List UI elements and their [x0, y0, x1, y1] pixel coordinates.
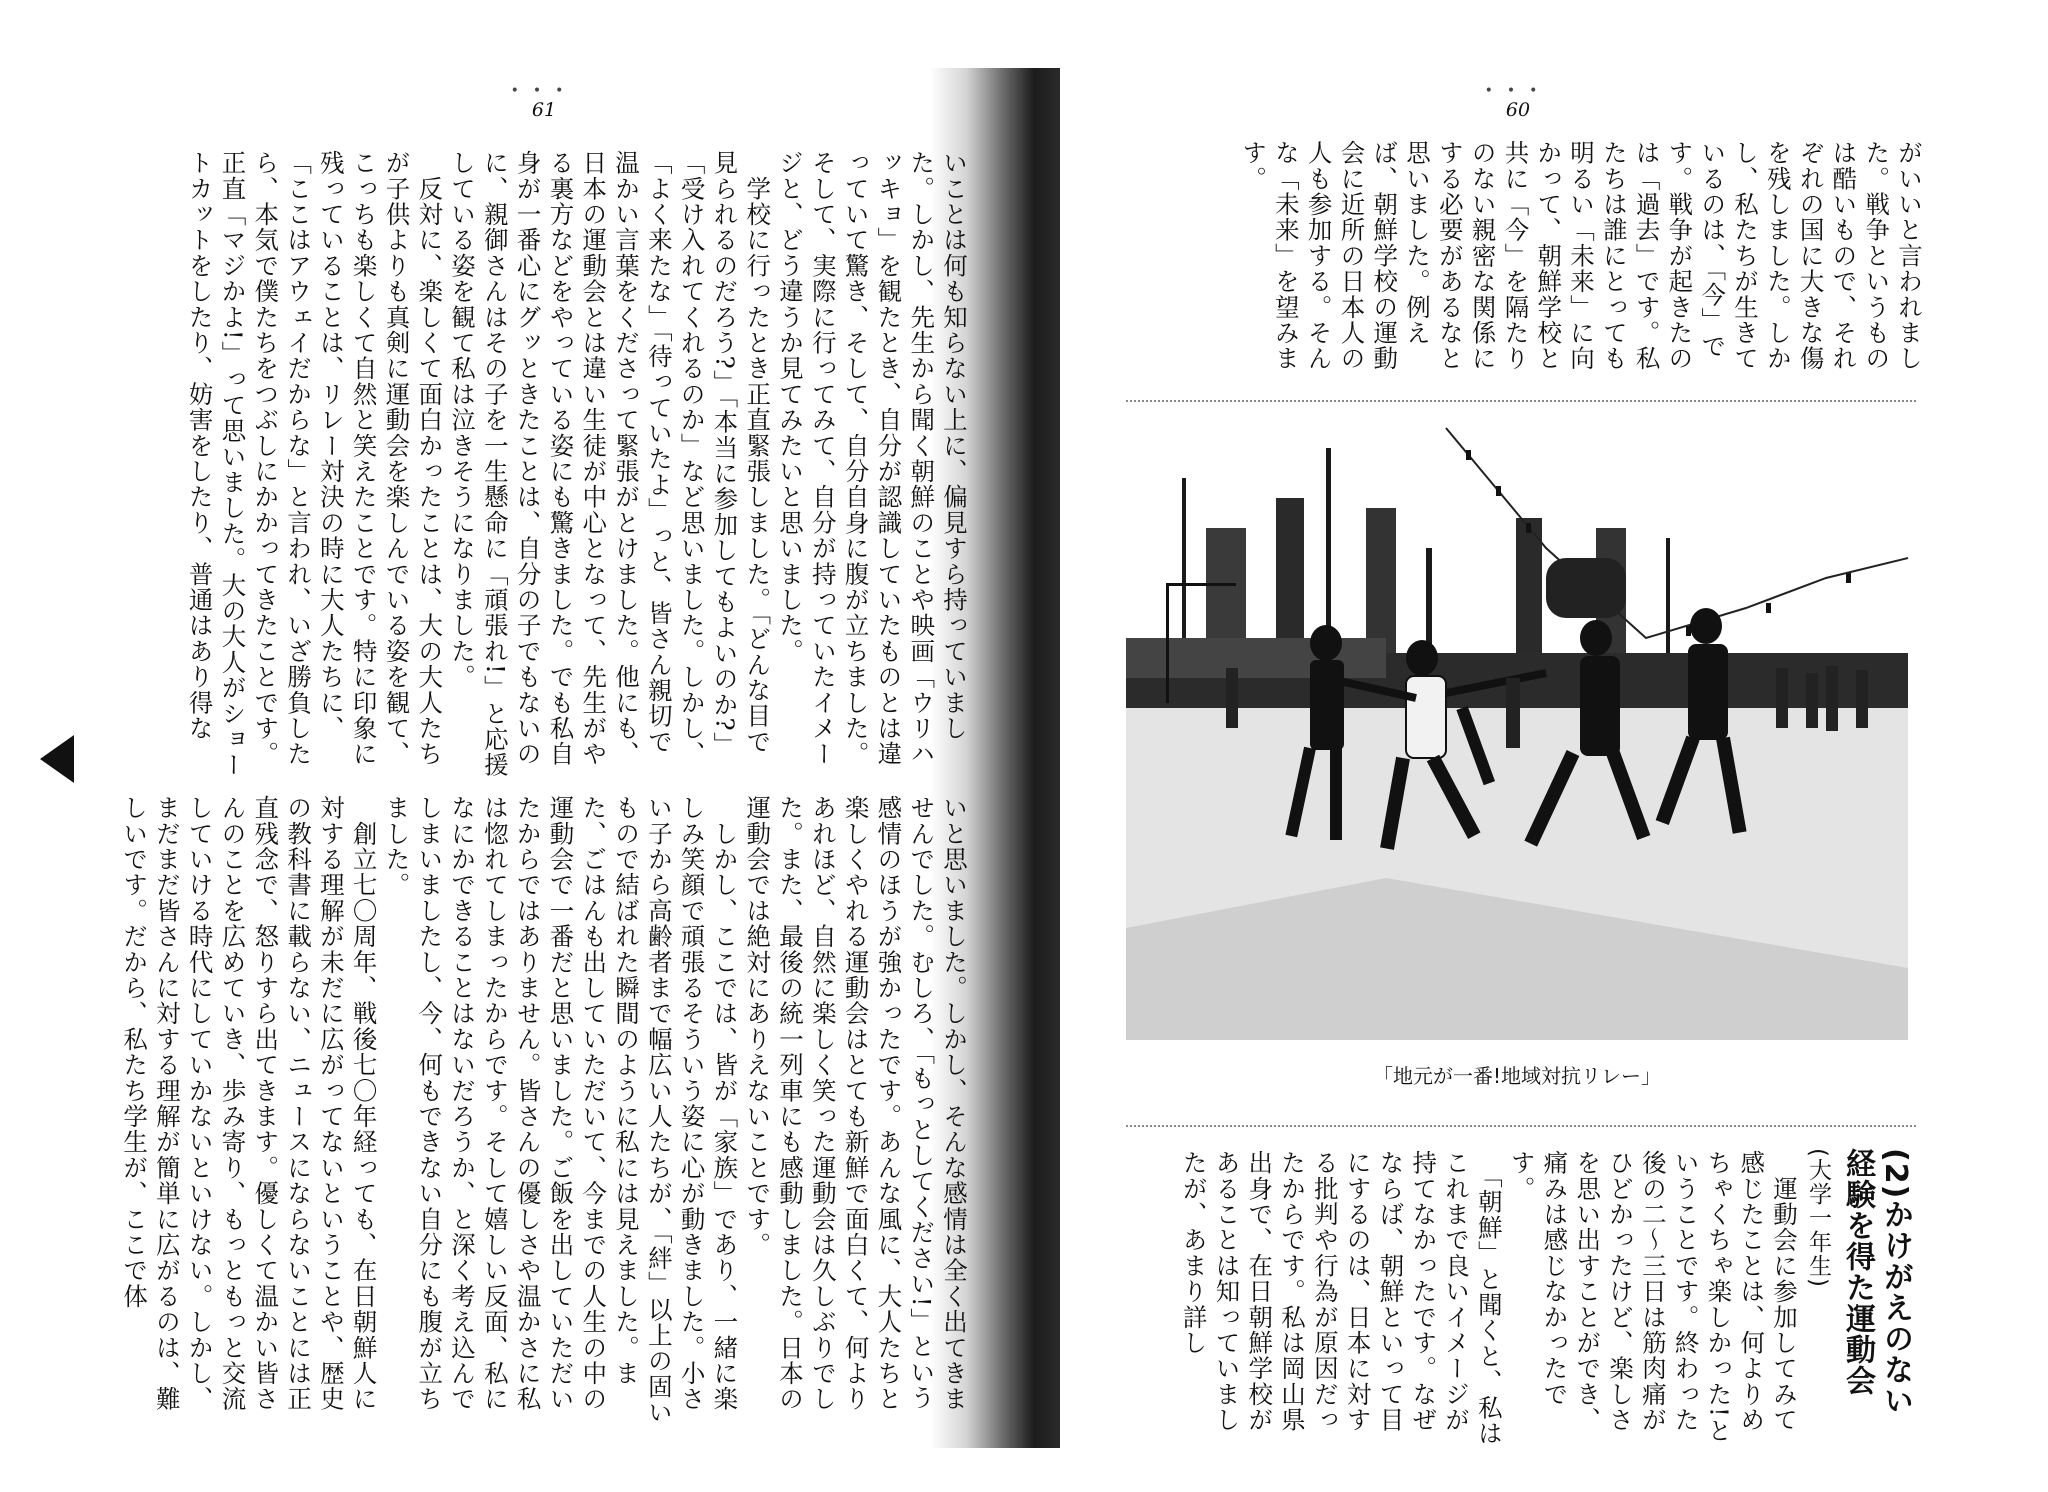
left-page-header [484, 84, 604, 122]
right-page-header [1458, 84, 1578, 122]
left-page-lower-text: いと思いました。しかし、そんな感情は全く出てきませんでした。むしろ、「もっとしてください!」という感情のほうが強かったです。あんな風に、大人たちと楽しくやれる運動会はとても新鮮で面白くて、何よりあれほど、自然に楽しく笑った運動会は久しぶりでした。また、最後の統一列車にも感動しました。日本の運動会では絶対にありえないことです。 しかし、ここでは、皆が「家族」であり、一緒に楽しみ笑顔で頑張るそういう姿に心が動きました。小さい子から高齢者まで幅広い人たちが、「絆」以上の固いもので結ばれた瞬間のように私には見えました。また、ごはんも出していただいて、今までの人生の中の運動会で一番だと思いました。ご飯を出していただいたからではありません。皆さんの優しさや温かさに私は惚れてしまったからです。そして嬉しい反面、私になにかできることはないだろうか、と深く考え込んでしまいましたし、今、何もできない自分にも腹が立ちました。 創立七〇周年、戦後七〇年経っても、在日朝鮮人に対する理解が未だに広がってないということや、歴史の教科書に載らない、ニュースにならないことには正直残念で、怒りすら出てきます。優しくて温かい皆さんのことを広めていき、歩み寄り、もっともっと交流していける時代にしていかないといけない。しかし、まだまだ皆さんに対する理解が簡単に広がるのは、難しいです。だから、私たち学生が、ここで体 [120, 795, 969, 1426]
previous-page-arrow-icon[interactable] [40, 735, 74, 783]
ornament-dots: ••• [1484, 83, 1552, 99]
left-page-number: 61 [531, 99, 557, 121]
right-page-lower-text: 運動会に参加してみて感じたことは、何よりめちゃくちゃ楽しかった!ということです。終わった後の二〜三日は筋肉痛がひどかったけど、楽しさを思い出すことができ、痛みは感じなかったです。 「朝鮮」と聞くと、私はこれまで良いイメージが持てなかったです。なぜならば、朝鮮といって目にするのは、日本に対する批判や行為が原因だったからです。私は岡山県出身で、在日朝鮮学校があることは知っていましたが、あまり詳し [1179, 1150, 1799, 1447]
photo-caption: 「地元が一番!地域対抗リレー」 [1372, 1064, 1662, 1088]
top-divider [1126, 400, 1916, 402]
photo-illustration [1126, 408, 1908, 1040]
ornament-dots: ••• [510, 83, 578, 99]
section-subheading: (大学一年生) [1805, 1148, 1831, 1288]
relay-race-photo [1126, 408, 1908, 1040]
section-heading: (2)かけがえのない 経験を得た運動会 [1840, 1148, 1913, 1417]
bottom-divider [1126, 1125, 1916, 1127]
right-page-number: 60 [1505, 99, 1531, 121]
left-page-upper-text: いことは何も知らない上に、偏見すら持っていました。しかし、先生から聞く朝鮮のことや映画「ウリハッキョ」を観たとき、自分が認識していたものとは違っていて驚き、そして、自分自身に腹が立ちました。そして、実際に行ってみて、自分が持っていたイメージと、どう違うか見てみたいと思いました。 学校に行ったとき正直緊張しました。「どんな目で見られるのだろう?」「本当に参加してもよいのか?」「受け入れてくれるのか」など思いました。しかし、「よく来たな」「待っていたよ」っと、皆さん親切で温かい言葉をくださって緊張がとけました。他にも、日本の運動会とは違い生徒が中心となって、先生がやる裏方などをやっている姿にも驚きました。でも私自身が一番心にグッときたことは、自分の子でもないのに、親御さんはその子を一生懸命に「頑張れ!」と応援している姿を観て私は泣きそうになりました。 反対に、楽しくて面白かったことは、大の大人たちが子供よりも真剣に運動会を楽しんでいる姿を観て、こっちも楽しくて自然と笑えたことです。特に印象に残っていることは、リレー対決の時に大人たちに、「ここはアウェイだからな」と言われ、いざ勝負したら、本気で僕たちをつぶしにかかってきたことです。正直「マジかよ!」って思いました。大の大人がショートカットをしたり、妨害をしたり、普通はあり得な [185, 150, 969, 778]
right-page-upper-text: がいいと言われました。戦争というものは酷いもので、それぞれの国に大きな傷を残しました。しかし、私たちが生きているのは、「今」です。戦争が起きたのは「過去」です。私たちは誰にとっても明るい「未来」に向かって、朝鮮学校と共に「今」を隔たりのない親密な関係にする必要があるなと思いました。例えば、朝鮮学校の運動会に近所の日本人の人も参加する。そんな「未来」を望みます。 [1239, 140, 1924, 372]
